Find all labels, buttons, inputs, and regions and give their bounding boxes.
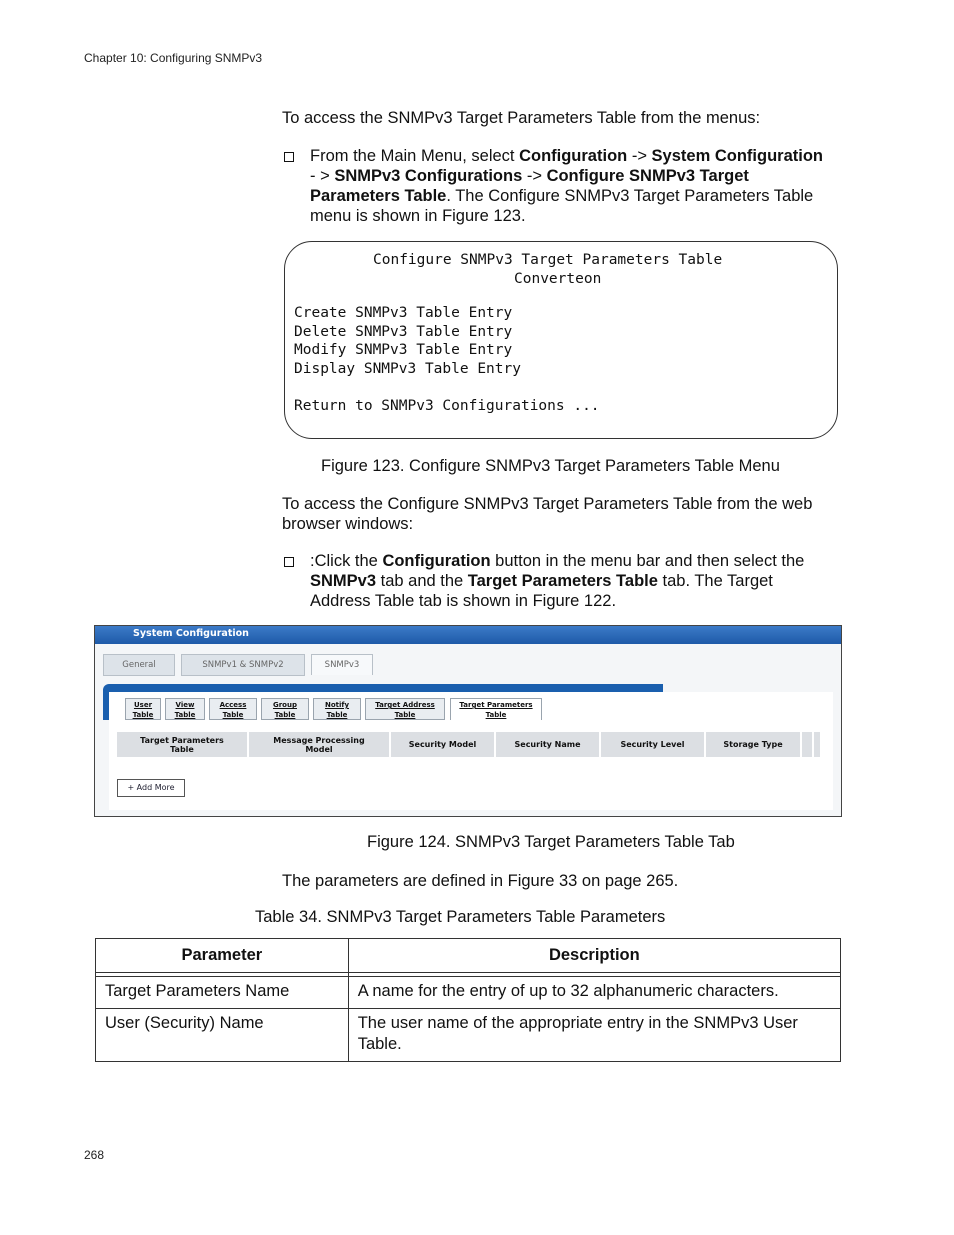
- subtab-target-address-table[interactable]: Target Address Table: [365, 698, 445, 720]
- console-item-return[interactable]: Return to SNMPv3 Configurations ...: [294, 398, 600, 414]
- subtab-group-table[interactable]: Group Table: [261, 698, 309, 720]
- table-cell-parameter: User (Security) Name: [96, 1009, 349, 1062]
- parameters-table: [95, 938, 841, 1062]
- subtab-user-table[interactable]: User Table: [125, 698, 161, 720]
- tab-snmpv3[interactable]: SNMPv3: [311, 654, 373, 675]
- console-subtitle: Converteon: [514, 271, 602, 287]
- console-item-modify[interactable]: Modify SNMPv3 Table Entry: [294, 342, 513, 358]
- table-row: [96, 1009, 841, 1062]
- bullet-icon: [284, 152, 294, 162]
- header-parameter: Parameter: [96, 939, 349, 973]
- console-item-display[interactable]: Display SNMPv3 Table Entry: [294, 361, 521, 377]
- chapter-header: Chapter 10: Configuring SNMPv3: [84, 51, 263, 65]
- table-cell-description: A name for the entry of up to 32 alphanumeric characters.: [348, 977, 840, 1009]
- column-message-processing-model[interactable]: Message Processing Model: [249, 732, 391, 757]
- page-number: 268: [84, 1148, 105, 1162]
- column-security-model[interactable]: Security Model: [391, 732, 496, 757]
- column-security-level[interactable]: Security Level: [601, 732, 706, 757]
- subtab-access-table[interactable]: Access Table: [209, 698, 257, 720]
- intro-menus-text: To access the SNMPv3 Target Parameters Table from the menus:: [282, 109, 761, 127]
- table-cell-description: The user name of the appropriate entry in the SNMPv3 User Table.: [348, 1009, 840, 1062]
- intro-web-text: To access the Configure SNMPv3 Target Parameters Table from the web browser windows:: [282, 495, 813, 533]
- subtab-target-parameters-table[interactable]: Target Parameters Table: [450, 698, 542, 720]
- window-title: System Configuration: [133, 628, 249, 639]
- add-more-button[interactable]: + Add More: [117, 779, 185, 797]
- web-ui-screenshot: [94, 625, 842, 817]
- header-description: Description: [348, 939, 840, 973]
- tab-snmpv1-v2[interactable]: SNMPv1 & SNMPv2: [181, 654, 305, 676]
- figure-123-caption: Figure 123. Configure SNMPv3 Target Parameters Table Menu: [321, 457, 780, 475]
- column-storage-type[interactable]: Storage Type: [706, 732, 802, 757]
- table-caption: Table 34. SNMPv3 Target Parameters Table Parameters: [255, 908, 666, 926]
- figure-124-caption: Figure 124. SNMPv3 Target Parameters Table Tab: [367, 833, 735, 851]
- params-defined-text: The parameters are defined in Figure 33 on page 265.: [282, 872, 679, 890]
- column-scroll: [802, 732, 814, 757]
- table-cell-parameter: Target Parameters Name: [96, 977, 349, 1009]
- console-item-delete[interactable]: Delete SNMPv3 Table Entry: [294, 324, 513, 340]
- console-menu: [284, 241, 838, 439]
- table-row: [96, 977, 841, 1009]
- console-item-create[interactable]: Create SNMPv3 Table Entry: [294, 305, 513, 321]
- column-security-name[interactable]: Security Name: [496, 732, 601, 757]
- subtab-notify-table[interactable]: Notify Table: [313, 698, 361, 720]
- column-target-parameters-table[interactable]: Target Parameters Table: [117, 732, 249, 757]
- window-titlebar: [95, 626, 841, 644]
- tab-general[interactable]: General: [103, 654, 175, 676]
- bullet-menus: From the Main Menu, select Configuration -> System Configuration - > SNMPv3 Configurations -> Configure SNMPv3 Target Parameters Table. The Configure SNMPv3 Target Parameters Table menu is shown in Figure 123.: [310, 147, 823, 225]
- table-header-row: [96, 939, 841, 973]
- subtab-view-table[interactable]: View Table: [165, 698, 205, 720]
- bullet-web: :Click the Configuration button in the menu bar and then select the SNMPv3 tab and the Target Parameters Table tab. The Target Address Table tab is shown in Figure 122.: [310, 552, 805, 610]
- bullet-icon: [284, 557, 294, 567]
- console-title: Configure SNMPv3 Target Parameters Table: [373, 252, 723, 268]
